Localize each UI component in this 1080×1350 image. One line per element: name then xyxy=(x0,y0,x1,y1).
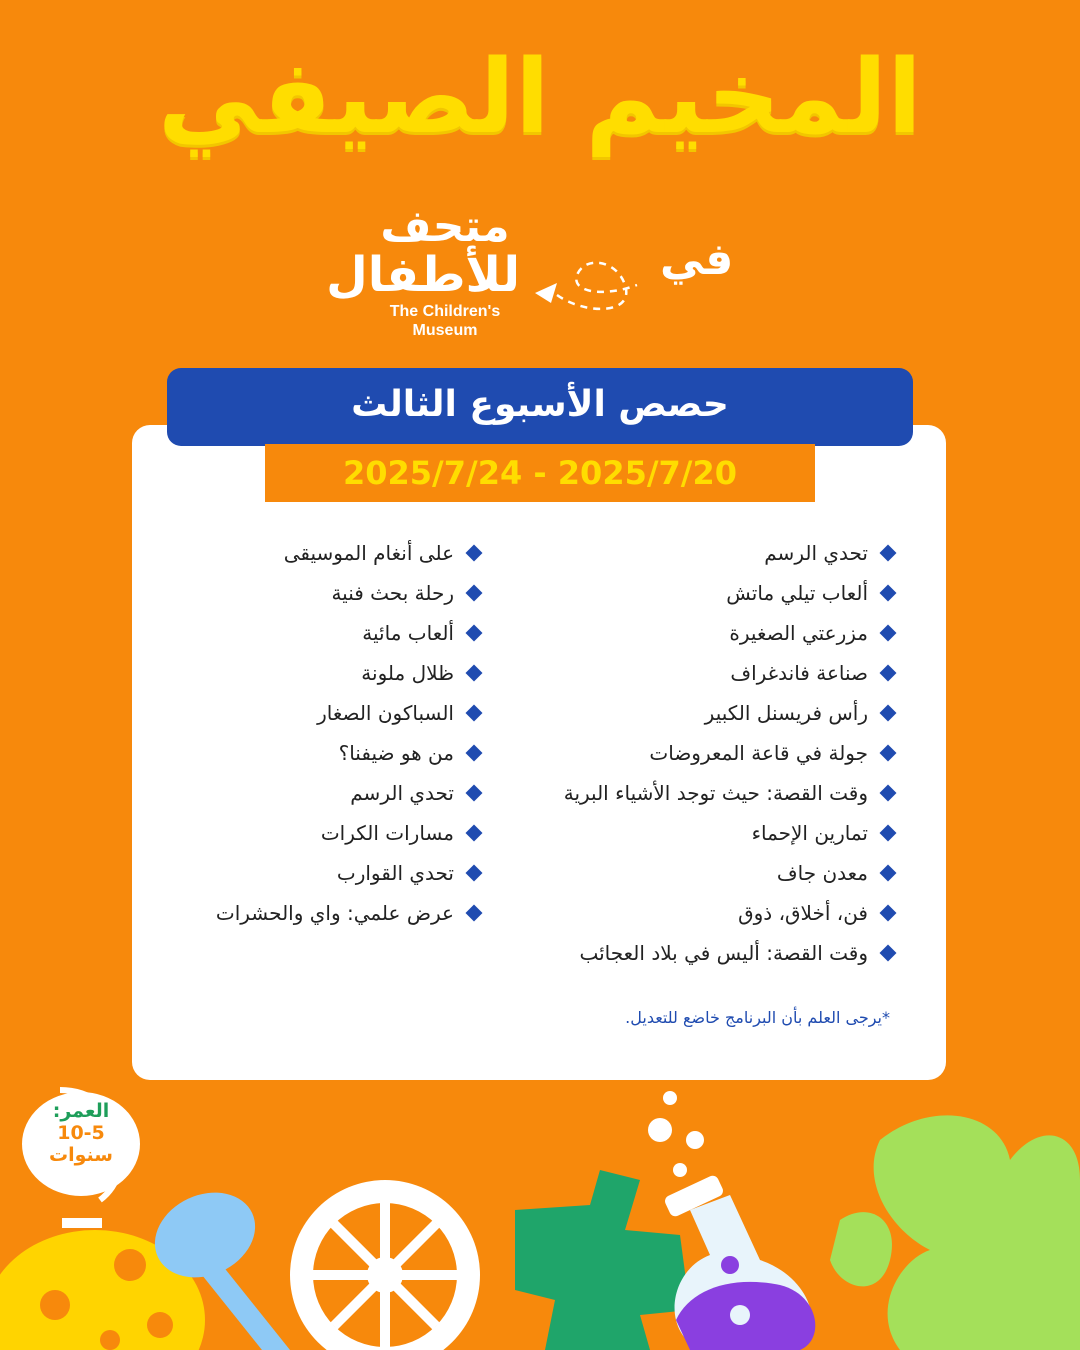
activity-item xyxy=(514,813,894,853)
diamond-bullet-icon xyxy=(466,545,483,562)
logo-arabic-line1: متحف xyxy=(380,201,510,252)
activity-item xyxy=(180,653,480,693)
activity-item xyxy=(514,893,894,933)
activity-item xyxy=(180,533,480,573)
diamond-bullet-icon xyxy=(466,785,483,802)
activities-left-list xyxy=(180,533,480,933)
activity-label: السباكون الصغار xyxy=(317,701,454,725)
diamond-bullet-icon xyxy=(880,585,897,602)
activity-item xyxy=(514,573,894,613)
activity-label: تحدي القوارب xyxy=(336,861,454,885)
activity-label: من هو ضيفنا؟ xyxy=(338,741,454,765)
diamond-bullet-icon xyxy=(466,825,483,842)
page-title: المخيم الصيفي xyxy=(157,38,923,157)
activity-item xyxy=(514,653,894,693)
activity-label: ألعاب تيلي ماتش xyxy=(726,581,868,605)
logo-english-line1: The Children's xyxy=(389,303,501,320)
diamond-bullet-icon xyxy=(466,625,483,642)
childrens-museum-logo xyxy=(326,201,520,340)
diamond-bullet-icon xyxy=(880,785,897,802)
activity-label: صناعة فاندغراف xyxy=(730,661,868,685)
activity-item xyxy=(514,693,894,733)
activity-label: وقت القصة: حيث توجد الأشياء البرية xyxy=(563,781,868,805)
logo-arabic-line2: للأطفال xyxy=(326,247,520,303)
diamond-bullet-icon xyxy=(880,745,897,762)
activities-right-list xyxy=(514,533,894,973)
date-range: 2025/7/24 - 2025/7/20 xyxy=(265,444,815,502)
activity-label: رأس فريسنل الكبير xyxy=(704,701,868,725)
activity-item xyxy=(180,573,480,613)
activity-item xyxy=(180,693,480,733)
activity-item xyxy=(180,613,480,653)
activity-label: مزرعتي الصغيرة xyxy=(729,621,868,645)
diamond-bullet-icon xyxy=(880,865,897,882)
in-word: في xyxy=(660,234,734,285)
activity-label: مسارات الكرات xyxy=(320,821,454,845)
activity-item xyxy=(514,933,894,973)
activity-item xyxy=(514,533,894,573)
logo-english-line2: Museum xyxy=(412,322,478,339)
diamond-bullet-icon xyxy=(880,665,897,682)
activity-label: فن، أخلاق، ذوق xyxy=(738,901,868,925)
activity-label: جولة في قاعة المعروضات xyxy=(649,741,868,765)
age-badge xyxy=(22,1092,140,1196)
activity-item xyxy=(180,893,480,933)
diamond-bullet-icon xyxy=(880,625,897,642)
week-title: حصص الأسبوع الثالث xyxy=(167,368,913,446)
activity-item xyxy=(514,613,894,653)
diamond-bullet-icon xyxy=(466,705,483,722)
activity-label: على أنغام الموسيقى xyxy=(283,541,454,565)
diamond-bullet-icon xyxy=(880,545,897,562)
activity-item xyxy=(514,853,894,893)
activity-label: وقت القصة: أليس في بلاد العجائب xyxy=(579,941,868,965)
age-unit: سنوات xyxy=(49,1144,113,1166)
activity-label: تحدي الرسم xyxy=(764,541,868,565)
activity-item xyxy=(180,773,480,813)
activity-item xyxy=(514,773,894,813)
schedule-note: *يرجى العلم بأن البرنامج خاضع للتعديل. xyxy=(625,1008,890,1027)
activity-label: معدن جاف xyxy=(776,861,868,885)
activity-item xyxy=(180,813,480,853)
diamond-bullet-icon xyxy=(466,905,483,922)
diamond-bullet-icon xyxy=(466,745,483,762)
diamond-bullet-icon xyxy=(466,865,483,882)
activity-item xyxy=(180,733,480,773)
activity-label: ألعاب مائية xyxy=(362,621,454,645)
activity-label: تحدي الرسم xyxy=(350,781,454,805)
age-range: 10-5 xyxy=(57,1122,105,1144)
age-label: العمر: xyxy=(52,1100,110,1122)
activity-label: ظلال ملونة xyxy=(361,661,454,685)
activity-label: تمارين الإحماء xyxy=(751,821,868,845)
diamond-bullet-icon xyxy=(466,585,483,602)
diamond-bullet-icon xyxy=(880,945,897,962)
activity-label: رحلة بحث فنية xyxy=(331,581,454,605)
diamond-bullet-icon xyxy=(466,665,483,682)
diamond-bullet-icon xyxy=(880,705,897,722)
decorative-illustrations xyxy=(0,1060,1080,1350)
activity-label: عرض علمي: واي والحشرات xyxy=(215,901,454,925)
activity-item xyxy=(180,853,480,893)
activity-item xyxy=(514,733,894,773)
diamond-bullet-icon xyxy=(880,905,897,922)
diamond-bullet-icon xyxy=(880,825,897,842)
paper-plane-icon xyxy=(525,245,655,325)
